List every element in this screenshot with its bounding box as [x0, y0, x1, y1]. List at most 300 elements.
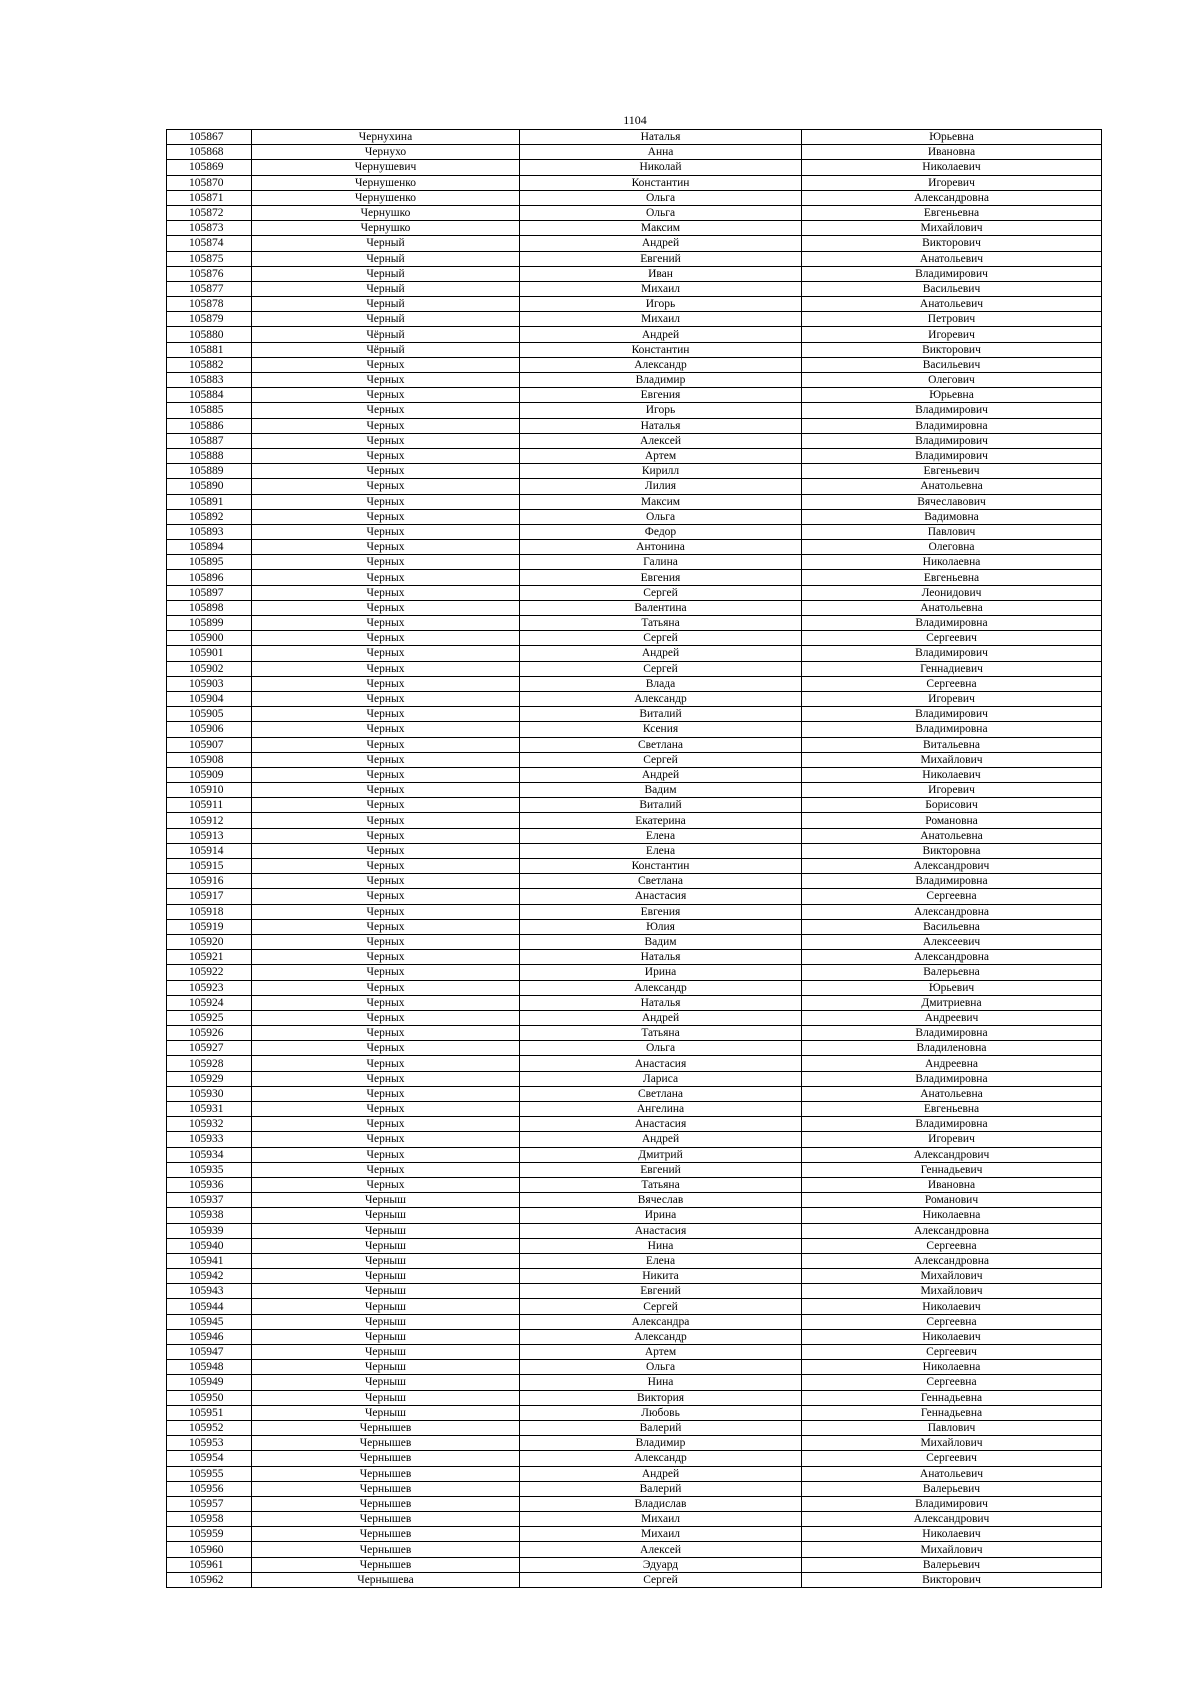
first-name-cell: Евгения	[520, 904, 802, 919]
record-number-cell: 105904	[167, 691, 252, 706]
table-row	[167, 160, 1102, 175]
record-number-cell: 105885	[167, 403, 252, 418]
patronymic-cell: Михайлович	[802, 1436, 1102, 1451]
record-number-cell: 105882	[167, 357, 252, 372]
last-name-cell: Чернышев	[252, 1527, 520, 1542]
last-name-cell: Черныш	[252, 1299, 520, 1314]
table-row	[167, 524, 1102, 539]
last-name-cell: Чернухо	[252, 145, 520, 160]
table-row	[167, 616, 1102, 631]
last-name-cell: Черный	[252, 236, 520, 251]
patronymic-cell: Николаевич	[802, 1299, 1102, 1314]
record-number-cell: 105908	[167, 752, 252, 767]
first-name-cell: Иван	[520, 266, 802, 281]
table-row	[167, 934, 1102, 949]
table-row	[167, 1071, 1102, 1086]
record-number-cell: 105952	[167, 1420, 252, 1435]
table-row	[167, 448, 1102, 463]
patronymic-cell: Владимировна	[802, 1071, 1102, 1086]
first-name-cell: Сергей	[520, 585, 802, 600]
first-name-cell: Федор	[520, 524, 802, 539]
last-name-cell: Черных	[252, 676, 520, 691]
last-name-cell: Черных	[252, 418, 520, 433]
first-name-cell: Алексей	[520, 433, 802, 448]
record-number-cell: 105932	[167, 1117, 252, 1132]
table-row	[167, 281, 1102, 296]
table-row	[167, 1572, 1102, 1587]
table-row	[167, 1451, 1102, 1466]
record-number-cell: 105921	[167, 950, 252, 965]
last-name-cell: Чернушенко	[252, 190, 520, 205]
last-name-cell: Черных	[252, 767, 520, 782]
record-number-cell: 105927	[167, 1041, 252, 1056]
patronymic-cell: Геннадьевна	[802, 1390, 1102, 1405]
first-name-cell: Антонина	[520, 540, 802, 555]
table-row	[167, 1102, 1102, 1117]
table-row	[167, 1557, 1102, 1572]
record-number-cell: 105867	[167, 130, 252, 145]
patronymic-cell: Владимировна	[802, 616, 1102, 631]
table-row	[167, 1223, 1102, 1238]
record-number-cell: 105942	[167, 1269, 252, 1284]
table-row	[167, 1405, 1102, 1420]
last-name-cell: Черных	[252, 646, 520, 661]
table-row	[167, 1238, 1102, 1253]
patronymic-cell: Петрович	[802, 312, 1102, 327]
record-number-cell: 105887	[167, 433, 252, 448]
table-row	[167, 722, 1102, 737]
record-number-cell: 105886	[167, 418, 252, 433]
first-name-cell: Валентина	[520, 600, 802, 615]
record-number-cell: 105884	[167, 388, 252, 403]
record-number-cell: 105893	[167, 524, 252, 539]
first-name-cell: Анастасия	[520, 889, 802, 904]
last-name-cell: Черных	[252, 1102, 520, 1117]
table-row	[167, 752, 1102, 767]
patronymic-cell: Евгеньевна	[802, 205, 1102, 220]
table-row	[167, 1299, 1102, 1314]
table-row	[167, 1086, 1102, 1101]
last-name-cell: Черных	[252, 691, 520, 706]
patronymic-cell: Владимировна	[802, 1117, 1102, 1132]
last-name-cell: Черных	[252, 722, 520, 737]
last-name-cell: Черных	[252, 843, 520, 858]
first-name-cell: Михаил	[520, 1527, 802, 1542]
patronymic-cell: Павлович	[802, 524, 1102, 539]
first-name-cell: Татьяна	[520, 616, 802, 631]
first-name-cell: Ольга	[520, 190, 802, 205]
patronymic-cell: Николаевич	[802, 1329, 1102, 1344]
last-name-cell: Черных	[252, 995, 520, 1010]
last-name-cell: Черных	[252, 813, 520, 828]
table-row	[167, 1360, 1102, 1375]
table-row	[167, 1436, 1102, 1451]
patronymic-cell: Викторовна	[802, 843, 1102, 858]
last-name-cell: Чернухина	[252, 130, 520, 145]
patronymic-cell: Викторович	[802, 342, 1102, 357]
first-name-cell: Ксения	[520, 722, 802, 737]
record-number-cell: 105920	[167, 934, 252, 949]
first-name-cell: Сергей	[520, 1572, 802, 1587]
first-name-cell: Лариса	[520, 1071, 802, 1086]
patronymic-cell: Владимирович	[802, 646, 1102, 661]
first-name-cell: Екатерина	[520, 813, 802, 828]
last-name-cell: Черных	[252, 752, 520, 767]
first-name-cell: Кирилл	[520, 464, 802, 479]
first-name-cell: Светлана	[520, 737, 802, 752]
patronymic-cell: Ивановна	[802, 145, 1102, 160]
first-name-cell: Елена	[520, 843, 802, 858]
record-number-cell: 105894	[167, 540, 252, 555]
record-number-cell: 105878	[167, 297, 252, 312]
table-row	[167, 555, 1102, 570]
last-name-cell: Черных	[252, 661, 520, 676]
first-name-cell: Евгений	[520, 1284, 802, 1299]
record-number-cell: 105919	[167, 919, 252, 934]
table-row	[167, 570, 1102, 585]
first-name-cell: Ирина	[520, 1208, 802, 1223]
table-row	[167, 540, 1102, 555]
record-number-cell: 105907	[167, 737, 252, 752]
table-row	[167, 1253, 1102, 1268]
first-name-cell: Александр	[520, 691, 802, 706]
first-name-cell: Светлана	[520, 874, 802, 889]
first-name-cell: Ольга	[520, 1360, 802, 1375]
last-name-cell: Черный	[252, 266, 520, 281]
record-number-cell: 105892	[167, 509, 252, 524]
patronymic-cell: Борисович	[802, 798, 1102, 813]
first-name-cell: Юлия	[520, 919, 802, 934]
first-name-cell: Нина	[520, 1238, 802, 1253]
last-name-cell: Черных	[252, 783, 520, 798]
last-name-cell: Черныш	[252, 1238, 520, 1253]
first-name-cell: Андрей	[520, 1010, 802, 1025]
patronymic-cell: Анатольевич	[802, 251, 1102, 266]
patronymic-cell: Геннадиевич	[802, 661, 1102, 676]
record-number-cell: 105883	[167, 373, 252, 388]
table-row	[167, 691, 1102, 706]
last-name-cell: Черных	[252, 1056, 520, 1071]
patronymic-cell: Сергеевич	[802, 1345, 1102, 1360]
first-name-cell: Анастасия	[520, 1223, 802, 1238]
last-name-cell: Черныш	[252, 1314, 520, 1329]
table-row	[167, 1162, 1102, 1177]
patronymic-cell: Владимировна	[802, 1026, 1102, 1041]
first-name-cell: Наталья	[520, 130, 802, 145]
table-row	[167, 433, 1102, 448]
patronymic-cell: Игоревич	[802, 691, 1102, 706]
record-number-cell: 105889	[167, 464, 252, 479]
first-name-cell: Валерий	[520, 1420, 802, 1435]
first-name-cell: Сергей	[520, 752, 802, 767]
table-row	[167, 1284, 1102, 1299]
patronymic-cell: Александровна	[802, 190, 1102, 205]
patronymic-cell: Владимирович	[802, 707, 1102, 722]
first-name-cell: Евгения	[520, 388, 802, 403]
first-name-cell: Андрей	[520, 646, 802, 661]
patronymic-cell: Михайлович	[802, 752, 1102, 767]
record-number-cell: 105946	[167, 1329, 252, 1344]
table-row	[167, 1177, 1102, 1192]
patronymic-cell: Михайлович	[802, 1284, 1102, 1299]
patronymic-cell: Александровна	[802, 904, 1102, 919]
last-name-cell: Черныш	[252, 1223, 520, 1238]
patronymic-cell: Сергеевна	[802, 1314, 1102, 1329]
table-row	[167, 1269, 1102, 1284]
last-name-cell: Черный	[252, 251, 520, 266]
last-name-cell: Черных	[252, 874, 520, 889]
table-row	[167, 464, 1102, 479]
table-row	[167, 631, 1102, 646]
last-name-cell: Черных	[252, 540, 520, 555]
patronymic-cell: Павлович	[802, 1420, 1102, 1435]
first-name-cell: Михаил	[520, 281, 802, 296]
record-number-cell: 105930	[167, 1086, 252, 1101]
table-row	[167, 1512, 1102, 1527]
patronymic-cell: Владимировна	[802, 722, 1102, 737]
record-number-cell: 105922	[167, 965, 252, 980]
patronymic-cell: Александрович	[802, 1512, 1102, 1527]
last-name-cell: Черных	[252, 494, 520, 509]
last-name-cell: Черных	[252, 859, 520, 874]
record-number-cell: 105896	[167, 570, 252, 585]
patronymic-cell: Валерьевич	[802, 1557, 1102, 1572]
last-name-cell: Чернышев	[252, 1436, 520, 1451]
table-row	[167, 312, 1102, 327]
first-name-cell: Александра	[520, 1314, 802, 1329]
last-name-cell: Черныш	[252, 1405, 520, 1420]
patronymic-cell: Андреевич	[802, 1010, 1102, 1025]
record-number-cell: 105876	[167, 266, 252, 281]
table-row	[167, 297, 1102, 312]
table-row	[167, 843, 1102, 858]
patronymic-cell: Владимирович	[802, 403, 1102, 418]
patronymic-cell: Вадимовна	[802, 509, 1102, 524]
table-row	[167, 342, 1102, 357]
record-number-cell: 105939	[167, 1223, 252, 1238]
record-number-cell: 105950	[167, 1390, 252, 1405]
table-row	[167, 737, 1102, 752]
registry-table-body	[167, 130, 1102, 1588]
record-number-cell: 105890	[167, 479, 252, 494]
record-number-cell: 105897	[167, 585, 252, 600]
table-row	[167, 904, 1102, 919]
record-number-cell: 105961	[167, 1557, 252, 1572]
table-row	[167, 373, 1102, 388]
first-name-cell: Любовь	[520, 1405, 802, 1420]
last-name-cell: Чернышев	[252, 1466, 520, 1481]
patronymic-cell: Александровна	[802, 1253, 1102, 1268]
record-number-cell: 105901	[167, 646, 252, 661]
first-name-cell: Андрей	[520, 1132, 802, 1147]
first-name-cell: Вадим	[520, 934, 802, 949]
patronymic-cell: Александрович	[802, 1147, 1102, 1162]
record-number-cell: 105938	[167, 1208, 252, 1223]
last-name-cell: Черных	[252, 1010, 520, 1025]
patronymic-cell: Михайлович	[802, 1269, 1102, 1284]
table-row	[167, 874, 1102, 889]
table-row	[167, 418, 1102, 433]
table-row	[167, 266, 1102, 281]
patronymic-cell: Вячеславович	[802, 494, 1102, 509]
table-row	[167, 357, 1102, 372]
first-name-cell: Николай	[520, 160, 802, 175]
table-row	[167, 995, 1102, 1010]
patronymic-cell: Юрьевна	[802, 130, 1102, 145]
first-name-cell: Ангелина	[520, 1102, 802, 1117]
table-row	[167, 1208, 1102, 1223]
record-number-cell: 105957	[167, 1496, 252, 1511]
table-row	[167, 965, 1102, 980]
first-name-cell: Наталья	[520, 950, 802, 965]
patronymic-cell: Владимировна	[802, 418, 1102, 433]
table-row	[167, 388, 1102, 403]
last-name-cell: Черныш	[252, 1375, 520, 1390]
record-number-cell: 105947	[167, 1345, 252, 1360]
table-row	[167, 813, 1102, 828]
table-row	[167, 1496, 1102, 1511]
patronymic-cell: Васильевна	[802, 919, 1102, 934]
table-row	[167, 190, 1102, 205]
record-number-cell: 105899	[167, 616, 252, 631]
first-name-cell: Евгений	[520, 1162, 802, 1177]
patronymic-cell: Олеговна	[802, 540, 1102, 555]
last-name-cell: Черныш	[252, 1269, 520, 1284]
first-name-cell: Михаил	[520, 312, 802, 327]
first-name-cell: Алексей	[520, 1542, 802, 1557]
table-row	[167, 221, 1102, 236]
patronymic-cell: Васильевич	[802, 281, 1102, 296]
patronymic-cell: Игоревич	[802, 175, 1102, 190]
patronymic-cell: Витальевна	[802, 737, 1102, 752]
patronymic-cell: Романовна	[802, 813, 1102, 828]
first-name-cell: Виталий	[520, 707, 802, 722]
table-row	[167, 327, 1102, 342]
record-number-cell: 105902	[167, 661, 252, 676]
patronymic-cell: Сергеевич	[802, 631, 1102, 646]
record-number-cell: 105941	[167, 1253, 252, 1268]
first-name-cell: Вячеслав	[520, 1193, 802, 1208]
record-number-cell: 105912	[167, 813, 252, 828]
patronymic-cell: Ивановна	[802, 1177, 1102, 1192]
record-number-cell: 105924	[167, 995, 252, 1010]
first-name-cell: Ольга	[520, 509, 802, 524]
record-number-cell: 105954	[167, 1451, 252, 1466]
table-row	[167, 919, 1102, 934]
table-row	[167, 1345, 1102, 1360]
first-name-cell: Евгения	[520, 570, 802, 585]
last-name-cell: Черных	[252, 388, 520, 403]
last-name-cell: Черных	[252, 479, 520, 494]
patronymic-cell: Михайлович	[802, 221, 1102, 236]
last-name-cell: Черных	[252, 1162, 520, 1177]
patronymic-cell: Анатольевич	[802, 1466, 1102, 1481]
patronymic-cell: Владиленовна	[802, 1041, 1102, 1056]
patronymic-cell: Анатольевич	[802, 297, 1102, 312]
last-name-cell: Черныш	[252, 1345, 520, 1360]
table-row	[167, 889, 1102, 904]
last-name-cell: Черных	[252, 448, 520, 463]
first-name-cell: Наталья	[520, 995, 802, 1010]
table-row	[167, 509, 1102, 524]
record-number-cell: 105869	[167, 160, 252, 175]
first-name-cell: Наталья	[520, 418, 802, 433]
patronymic-cell: Анатольевна	[802, 828, 1102, 843]
patronymic-cell: Геннадьевич	[802, 1162, 1102, 1177]
record-number-cell: 105918	[167, 904, 252, 919]
first-name-cell: Елена	[520, 828, 802, 843]
first-name-cell: Галина	[520, 555, 802, 570]
patronymic-cell: Николаевич	[802, 160, 1102, 175]
record-number-cell: 105929	[167, 1071, 252, 1086]
table-row	[167, 1481, 1102, 1496]
record-number-cell: 105895	[167, 555, 252, 570]
table-row	[167, 767, 1102, 782]
first-name-cell: Андрей	[520, 1466, 802, 1481]
record-number-cell: 105868	[167, 145, 252, 160]
table-row	[167, 1390, 1102, 1405]
first-name-cell: Ирина	[520, 965, 802, 980]
table-row	[167, 1420, 1102, 1435]
last-name-cell: Черных	[252, 600, 520, 615]
patronymic-cell: Андреевна	[802, 1056, 1102, 1071]
table-row	[167, 707, 1102, 722]
table-row	[167, 145, 1102, 160]
last-name-cell: Черных	[252, 798, 520, 813]
first-name-cell: Нина	[520, 1375, 802, 1390]
first-name-cell: Лилия	[520, 479, 802, 494]
first-name-cell: Влада	[520, 676, 802, 691]
record-number-cell: 105943	[167, 1284, 252, 1299]
table-row	[167, 479, 1102, 494]
last-name-cell: Черных	[252, 570, 520, 585]
last-name-cell: Черных	[252, 904, 520, 919]
first-name-cell: Анна	[520, 145, 802, 160]
record-number-cell: 105955	[167, 1466, 252, 1481]
record-number-cell: 105944	[167, 1299, 252, 1314]
table-row	[167, 1041, 1102, 1056]
first-name-cell: Валерий	[520, 1481, 802, 1496]
table-row	[167, 585, 1102, 600]
record-number-cell: 105962	[167, 1572, 252, 1587]
patronymic-cell: Анатольевна	[802, 479, 1102, 494]
record-number-cell: 105940	[167, 1238, 252, 1253]
patronymic-cell: Михайлович	[802, 1542, 1102, 1557]
patronymic-cell: Владимирович	[802, 448, 1102, 463]
table-row	[167, 236, 1102, 251]
table-row	[167, 600, 1102, 615]
record-number-cell: 105935	[167, 1162, 252, 1177]
record-number-cell: 105910	[167, 783, 252, 798]
record-number-cell: 105928	[167, 1056, 252, 1071]
last-name-cell: Черный	[252, 297, 520, 312]
record-number-cell: 105881	[167, 342, 252, 357]
table-row	[167, 205, 1102, 220]
last-name-cell: Чёрный	[252, 342, 520, 357]
last-name-cell: Черных	[252, 950, 520, 965]
patronymic-cell: Сергеевна	[802, 1238, 1102, 1253]
last-name-cell: Черных	[252, 919, 520, 934]
last-name-cell: Черных	[252, 1177, 520, 1192]
patronymic-cell: Владимирович	[802, 266, 1102, 281]
first-name-cell: Виктория	[520, 1390, 802, 1405]
first-name-cell: Татьяна	[520, 1177, 802, 1192]
last-name-cell: Чернышев	[252, 1557, 520, 1572]
patronymic-cell: Романович	[802, 1193, 1102, 1208]
last-name-cell: Черных	[252, 889, 520, 904]
last-name-cell: Черных	[252, 1041, 520, 1056]
patronymic-cell: Викторович	[802, 236, 1102, 251]
